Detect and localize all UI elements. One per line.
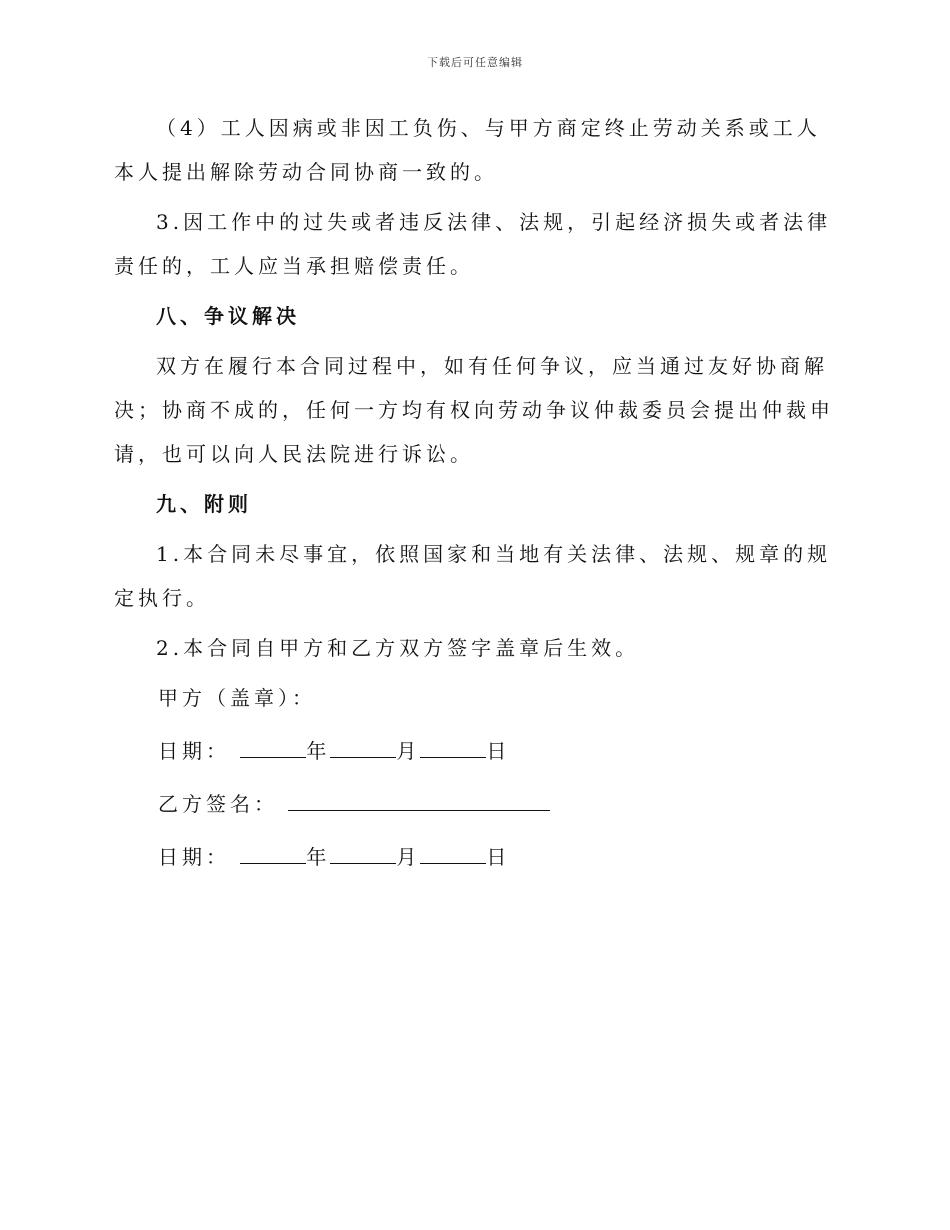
month-label: 月: [396, 739, 421, 763]
clause-item-3: 3.因工作中的过失或者违反法律、法规，引起经济损失或者法律责任的，工人应当承担赔偿责任。: [114, 210, 832, 278]
party-b-signature-line: [114, 782, 834, 826]
section-9-title: 九、附则: [156, 492, 252, 516]
day-blank[interactable]: [420, 730, 486, 758]
month-blank[interactable]: [330, 836, 396, 864]
section-8-title: 八、争议解决: [156, 304, 300, 328]
clause-item-4: （4）工人因病或非因工负伤、与甲方商定终止劳动关系或工人本人提出解除劳动合同协商一致的。: [114, 116, 821, 184]
day-label: 日: [486, 845, 511, 869]
party-b-date-line: [114, 835, 834, 879]
page-header: 下载后可任意编辑: [427, 56, 523, 69]
year-blank[interactable]: [240, 730, 306, 758]
section-9-item-2: 2.本合同自甲方和乙方双方签字盖章后生效。: [156, 636, 640, 660]
party-a-label: 甲方（盖章）：: [158, 686, 316, 710]
section-9-item-1: 1.本合同未尽事宜，依照国家和当地有关法律、法规、规章的规定执行。: [114, 542, 832, 610]
year-label: 年: [306, 845, 331, 869]
year-blank[interactable]: [240, 836, 306, 864]
party-b-signature-blank[interactable]: [288, 783, 550, 811]
day-blank[interactable]: [420, 836, 486, 864]
date-label: 日期：: [158, 739, 230, 763]
document-body: [114, 106, 834, 888]
party-b-label: 乙方签名：: [158, 792, 278, 816]
day-label: 日: [486, 739, 511, 763]
section-8-body: 双方在履行本合同过程中，如有任何争议，应当通过友好协商解决；协商不成的，任何一方均有权向劳动争议仲裁委员会提出仲裁申请，也可以向人民法院进行诉讼。: [114, 354, 834, 466]
party-a-date-line: [114, 729, 834, 773]
month-blank[interactable]: [330, 730, 396, 758]
date-label: 日期：: [158, 845, 230, 869]
party-a-seal-line: [114, 676, 834, 720]
year-label: 年: [306, 739, 331, 763]
month-label: 月: [396, 845, 421, 869]
